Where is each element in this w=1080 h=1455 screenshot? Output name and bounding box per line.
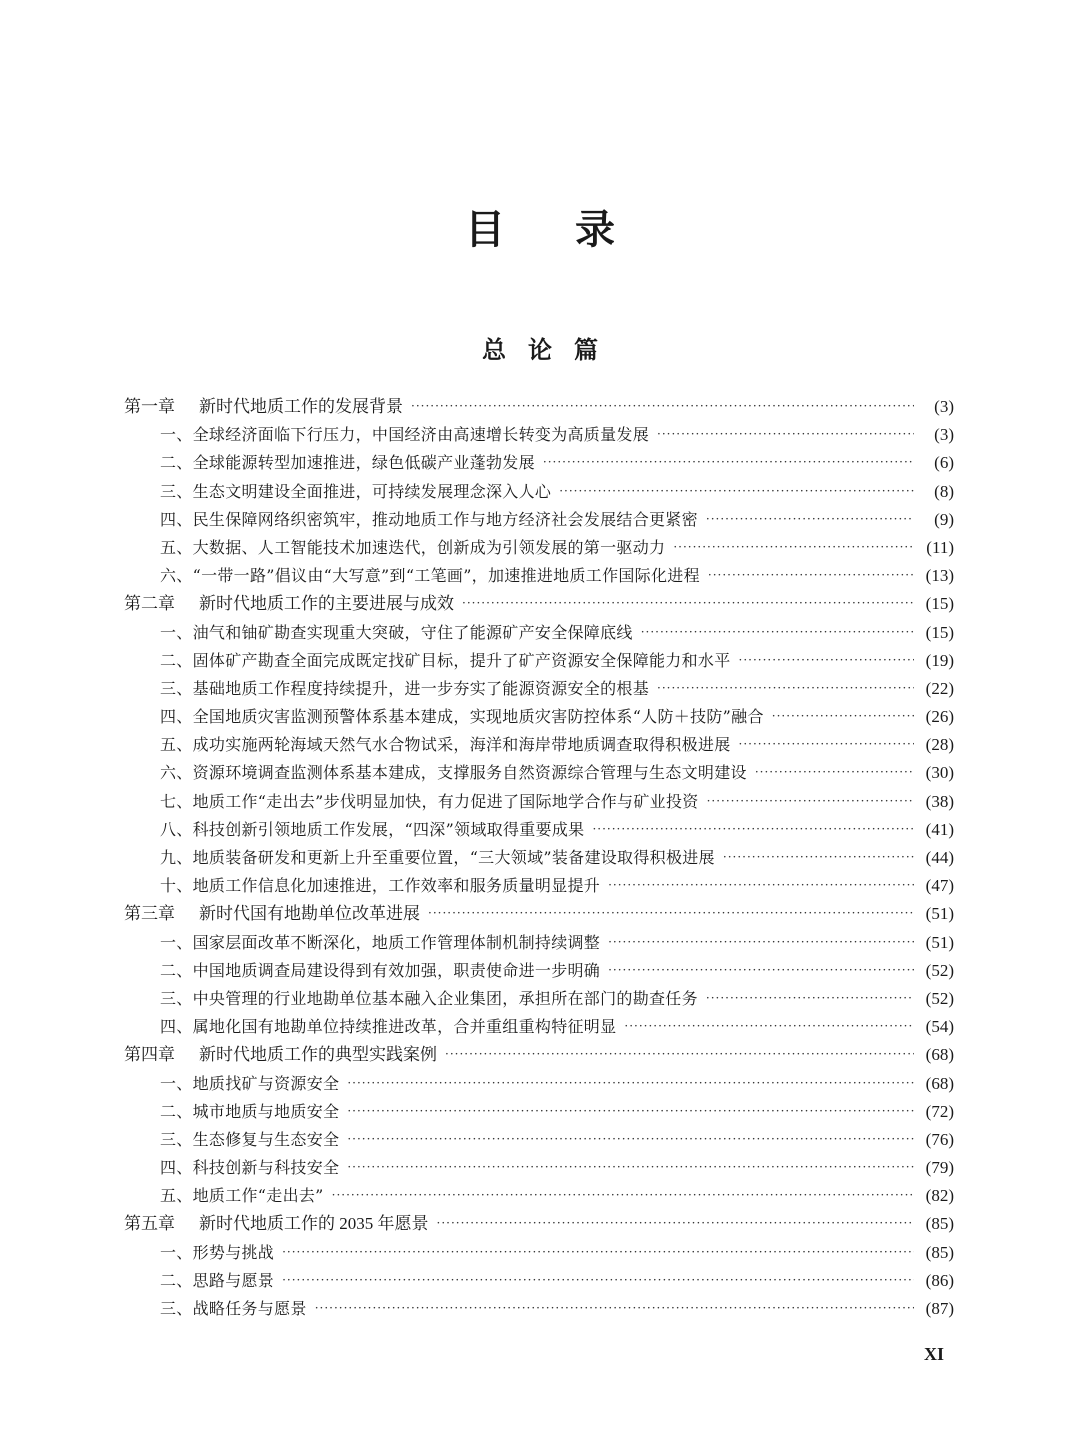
section-title: 三、基础地质工作程度持续提升，进一步夯实了能源资源安全的根基 bbox=[160, 678, 650, 698]
dot-leader bbox=[708, 561, 914, 589]
toc-section-entry[interactable] bbox=[124, 872, 954, 900]
part-title-char: 论 bbox=[528, 335, 552, 364]
toc-section-entry[interactable] bbox=[124, 534, 954, 562]
page-number: (51) bbox=[925, 932, 954, 952]
chapter-label: 第三章 bbox=[124, 904, 175, 924]
toc-section-entry[interactable] bbox=[124, 675, 954, 703]
page-number: (26) bbox=[925, 707, 954, 727]
toc-section-entry[interactable] bbox=[124, 619, 954, 647]
dot-leader bbox=[315, 1294, 914, 1322]
toc-section-entry[interactable] bbox=[124, 1239, 954, 1267]
page-number: (15) bbox=[925, 622, 954, 642]
table-of-contents bbox=[124, 393, 954, 1323]
section-title: 二、思路与愿景 bbox=[160, 1270, 275, 1290]
chapter-title: 新时代地质工作的发展背景 bbox=[199, 397, 403, 416]
page-number: (15) bbox=[925, 594, 954, 614]
chapter-label: 第四章 bbox=[124, 1045, 175, 1065]
page-number: (76) bbox=[925, 1129, 954, 1149]
page-number: (86) bbox=[925, 1270, 954, 1290]
toc-chapter-entry[interactable] bbox=[124, 900, 954, 928]
section-title: 一、形势与挑战 bbox=[160, 1242, 275, 1262]
toc-section-entry[interactable] bbox=[124, 1126, 954, 1154]
page-number: (82) bbox=[925, 1186, 954, 1206]
page-number: (85) bbox=[925, 1214, 954, 1234]
toc-section-entry[interactable] bbox=[124, 816, 954, 844]
dot-leader bbox=[608, 871, 914, 899]
page-number: (85) bbox=[925, 1242, 954, 1262]
section-title: 二、中国地质调查局建设得到有效加强，职责使命进一步明确 bbox=[160, 960, 601, 980]
dot-leader bbox=[657, 674, 914, 702]
page-number: (30) bbox=[925, 763, 954, 783]
toc-section-entry[interactable] bbox=[124, 957, 954, 985]
section-title: 三、中央管理的行业地勘单位基本融入企业集团，承担所在部门的勘查任务 bbox=[160, 988, 698, 1008]
toc-section-entry[interactable] bbox=[124, 1154, 954, 1182]
section-title: 五、地质工作“走出去” bbox=[160, 1186, 324, 1206]
toc-chapter-entry[interactable] bbox=[124, 393, 954, 421]
section-title: 一、油气和铀矿勘查实现重大突破，守住了能源矿产安全保障底线 bbox=[160, 622, 633, 642]
toc-section-entry[interactable] bbox=[124, 506, 954, 534]
toc-section-entry[interactable] bbox=[124, 731, 954, 759]
dot-leader bbox=[347, 1069, 914, 1097]
page-title-char: 目 bbox=[465, 206, 505, 253]
page-number: (22) bbox=[925, 678, 954, 698]
toc-section-entry[interactable] bbox=[124, 1070, 954, 1098]
page-number: (79) bbox=[925, 1158, 954, 1178]
page-number: (44) bbox=[925, 848, 954, 867]
part-title bbox=[0, 330, 1080, 370]
section-title: 四、全国地质灾害监测预警体系基本建成，实现地质灾害防控体系“人防＋技防”融合 bbox=[160, 707, 764, 727]
dot-leader bbox=[592, 815, 914, 843]
toc-chapter-entry[interactable] bbox=[124, 590, 954, 618]
toc-section-entry[interactable] bbox=[124, 1182, 954, 1210]
page-title bbox=[0, 200, 1080, 260]
section-title: 一、国家层面改革不断深化，地质工作管理体制机制持续调整 bbox=[160, 932, 601, 952]
section-title: 三、生态文明建设全面推进，可持续发展理念深入人心 bbox=[160, 481, 552, 501]
page-number: (54) bbox=[925, 1017, 954, 1037]
toc-section-entry[interactable] bbox=[124, 562, 954, 590]
dot-leader bbox=[755, 758, 914, 786]
page-number: (28) bbox=[925, 735, 954, 755]
page-number: (52) bbox=[925, 988, 954, 1008]
page-number: (51) bbox=[925, 904, 954, 924]
dot-leader bbox=[445, 1040, 914, 1068]
part-title-char: 总 bbox=[482, 335, 506, 364]
dot-leader bbox=[428, 899, 914, 927]
toc-section-entry[interactable] bbox=[124, 1098, 954, 1126]
toc-section-entry[interactable] bbox=[124, 844, 954, 872]
page-folio: XI bbox=[924, 1344, 945, 1364]
dot-leader bbox=[641, 618, 914, 646]
section-title: 四、科技创新与科技安全 bbox=[160, 1158, 340, 1178]
page-number: (68) bbox=[925, 1045, 954, 1065]
page-number: (11) bbox=[926, 537, 954, 557]
dot-leader bbox=[608, 928, 914, 956]
chapter-title: 新时代地质工作的典型实践案例 bbox=[199, 1045, 437, 1065]
chapter-title: 新时代地质工作的 2035 年愿景 bbox=[199, 1214, 429, 1234]
dot-leader bbox=[559, 477, 914, 505]
section-title: 四、属地化国有地勘单位持续推进改革，合并重组重构特征明显 bbox=[160, 1017, 617, 1037]
section-title: 十、地质工作信息化加速推进，工作效率和服务质量明显提升 bbox=[160, 876, 601, 896]
page-number: (38) bbox=[925, 791, 954, 811]
page-number: (9) bbox=[934, 509, 954, 529]
section-title: 六、资源环境调查监测体系基本建成，支撑服务自然资源综合管理与生态文明建设 bbox=[160, 763, 747, 783]
page-number: (47) bbox=[925, 876, 954, 896]
section-title: 四、民生保障网络织密筑牢，推动地质工作与地方经济社会发展结合更紧密 bbox=[160, 509, 698, 529]
section-title: 三、生态修复与生态安全 bbox=[160, 1129, 340, 1149]
toc-section-entry[interactable] bbox=[124, 759, 954, 787]
section-title: 二、全球能源转型加速推进，绿色低碳产业蓬勃发展 bbox=[160, 453, 535, 473]
toc-chapter-entry[interactable] bbox=[124, 1210, 954, 1238]
dot-leader bbox=[347, 1125, 914, 1153]
toc-section-entry[interactable] bbox=[124, 449, 954, 477]
toc-section-entry[interactable] bbox=[124, 1295, 954, 1323]
page-number: (19) bbox=[925, 650, 954, 670]
page-number: (3) bbox=[934, 425, 954, 445]
section-title: 二、固体矿产勘查全面完成既定找矿目标，提升了矿产资源安全保障能力和水平 bbox=[160, 650, 731, 670]
dot-leader bbox=[282, 1238, 914, 1266]
section-title: 六、“一带一路”倡议由“大写意”到“工笔画”，加速推进地质工作国际化进程 bbox=[160, 566, 700, 586]
toc-section-entry[interactable] bbox=[124, 929, 954, 957]
section-title: 八、科技创新引领地质工作发展，“四深”领域取得重要成果 bbox=[160, 819, 585, 839]
page-number: (41) bbox=[925, 819, 954, 839]
dot-leader bbox=[657, 420, 914, 448]
section-title: 五、成功实施两轮海域天然气水合物试采，海洋和海岸带地质调查取得积极进展 bbox=[160, 735, 731, 755]
dot-leader bbox=[543, 448, 914, 476]
dot-leader bbox=[673, 533, 914, 561]
dot-leader bbox=[706, 505, 914, 533]
page-number: (8) bbox=[934, 481, 954, 501]
section-title: 一、全球经济面临下行压力，中国经济由高速增长转变为高质量发展 bbox=[160, 425, 650, 445]
section-title: 一、地质找矿与资源安全 bbox=[160, 1073, 340, 1093]
section-title: 九、地质装备研发和更新上升至重要位置，“三大领域”装备建设取得积极进展 bbox=[160, 848, 715, 867]
toc-section-entry[interactable] bbox=[124, 703, 954, 731]
dot-leader bbox=[347, 1153, 914, 1181]
section-title: 七、地质工作“走出去”步伐明显加快，有力促进了国际地学合作与矿业投资 bbox=[160, 791, 699, 811]
dot-leader bbox=[706, 984, 914, 1012]
toc-chapter-entry[interactable] bbox=[124, 1041, 954, 1069]
toc-section-entry[interactable] bbox=[124, 985, 954, 1013]
dot-leader bbox=[739, 646, 914, 674]
section-title: 五、大数据、人工智能技术加速迭代，创新成为引领发展的第一驱动力 bbox=[160, 537, 666, 557]
page-title-char: 录 bbox=[575, 206, 615, 253]
toc-section-entry[interactable] bbox=[124, 421, 954, 449]
section-title: 三、战略任务与愿景 bbox=[160, 1299, 307, 1318]
dot-leader bbox=[723, 843, 914, 871]
page-number: (87) bbox=[925, 1299, 954, 1318]
toc-section-entry[interactable] bbox=[124, 478, 954, 506]
dot-leader bbox=[282, 1266, 914, 1294]
dot-leader bbox=[437, 1209, 915, 1237]
toc-section-entry[interactable] bbox=[124, 647, 954, 675]
toc-section-entry[interactable] bbox=[124, 788, 954, 816]
dot-leader bbox=[462, 589, 914, 617]
section-title: 二、城市地质与地质安全 bbox=[160, 1101, 340, 1121]
dot-leader bbox=[707, 787, 914, 815]
dot-leader bbox=[411, 392, 914, 420]
chapter-label: 第五章 bbox=[124, 1214, 175, 1234]
page-number: (6) bbox=[934, 453, 954, 473]
part-title-char: 篇 bbox=[574, 335, 598, 364]
page-number: (3) bbox=[934, 397, 954, 416]
page-number: (68) bbox=[925, 1073, 954, 1093]
chapter-label: 第二章 bbox=[124, 594, 175, 614]
page-number: (13) bbox=[925, 566, 954, 586]
dot-leader bbox=[608, 956, 914, 984]
toc-section-entry[interactable] bbox=[124, 1267, 954, 1295]
toc-section-entry[interactable] bbox=[124, 1013, 954, 1041]
chapter-title: 新时代国有地勘单位改革进展 bbox=[199, 904, 420, 924]
page-number: (52) bbox=[925, 960, 954, 980]
dot-leader bbox=[347, 1097, 914, 1125]
dot-leader bbox=[739, 730, 914, 758]
dot-leader bbox=[332, 1181, 914, 1209]
chapter-label: 第一章 bbox=[124, 397, 175, 416]
dot-leader bbox=[624, 1012, 914, 1040]
page-number: (72) bbox=[925, 1101, 954, 1121]
chapter-title: 新时代地质工作的主要进展与成效 bbox=[199, 594, 454, 614]
dot-leader bbox=[772, 702, 914, 730]
